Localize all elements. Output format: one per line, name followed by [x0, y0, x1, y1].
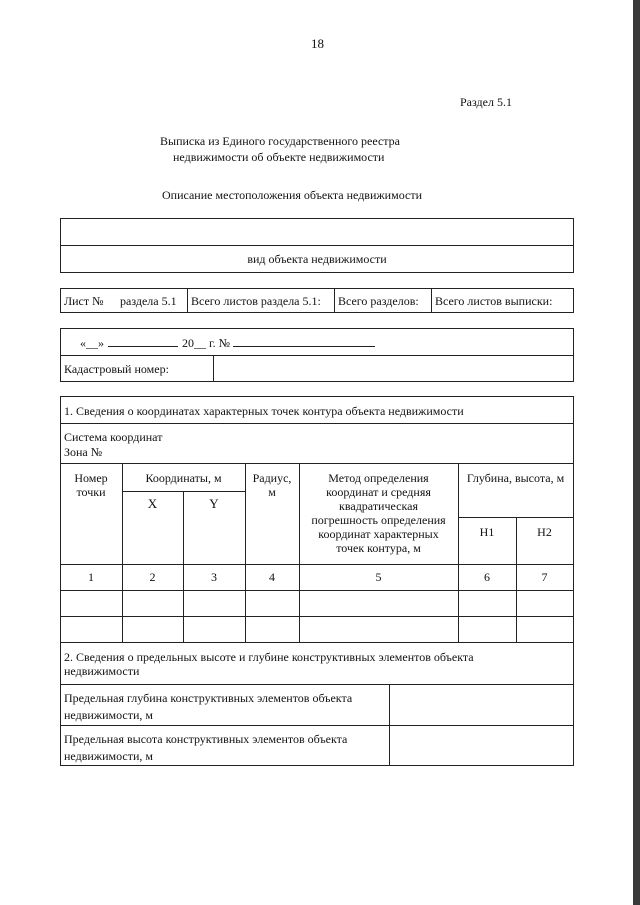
- year-prefix: 20: [182, 336, 194, 350]
- col-y-header: Y: [209, 496, 219, 511]
- section2-heading: 2. Сведения о предельных высоте и глубине конструктивных элементов объекта недвижимости: [64, 650, 474, 678]
- table-row: [61, 617, 573, 641]
- quote-open: «: [80, 336, 86, 350]
- col-x-header: X: [147, 496, 158, 511]
- sheet-of-section-label: раздела 5.1: [120, 294, 177, 308]
- col-h1-header: H1: [479, 525, 495, 539]
- col-number-7: 7: [541, 570, 548, 584]
- col-number-1: 1: [88, 570, 94, 584]
- quote-close: »: [98, 336, 104, 350]
- col-number-4: 4: [269, 570, 275, 584]
- document-subtitle: Описание местоположения объекта недвижимости: [162, 188, 422, 202]
- section1-heading: 1. Сведения о координатах характерных точек контура объекта недвижимости: [64, 404, 464, 418]
- total-sections-label: Всего разделов:: [338, 294, 419, 308]
- col-method-header: Метод определения координат и средняя квадратическая погрешность определения координат характерных точек контура, м: [311, 471, 446, 555]
- max-depth-label: Предельная глубина конструктивных элементов объекта недвижимости, м: [64, 691, 353, 722]
- page-number: 18: [311, 36, 324, 51]
- col-number-6: 6: [484, 570, 490, 584]
- date-line: [80, 336, 375, 350]
- coordinate-system-label: Система координат: [64, 430, 163, 444]
- col-radius-header: Радиус, м: [252, 471, 292, 499]
- scan-page-edge: [633, 0, 640, 905]
- total-section-sheets-label: Всего листов раздела 5.1:: [191, 294, 321, 308]
- col-coordinates-header: Координаты, м: [145, 471, 222, 485]
- col-depth-height-header: Глубина, высота, м: [466, 471, 565, 485]
- document-title-line1: Выписка из Единого государственного реестра: [160, 134, 400, 148]
- col-point-number-header: Номер точки: [74, 471, 108, 499]
- col-h2-header: H2: [537, 525, 552, 539]
- col-number-5: 5: [375, 570, 382, 584]
- total-extract-sheets-label: Всего листов выписки:: [435, 294, 553, 308]
- max-height-label: Предельная высота конструктивных элементов объекта недвижимости, м: [64, 732, 348, 763]
- col-number-2: 2: [149, 570, 156, 584]
- col-number-3: 3: [211, 570, 217, 584]
- day-blank: __: [86, 336, 98, 350]
- object-type-label: вид объекта недвижимости: [247, 252, 387, 266]
- table-row: [61, 591, 573, 615]
- cadastral-number-label: Кадастровый номер:: [64, 362, 169, 376]
- year-suffix: __ г. №: [194, 336, 231, 350]
- zone-label: Зона №: [64, 445, 103, 459]
- sheet-number-label: Лист №: [64, 294, 104, 308]
- section-label: Раздел 5.1: [460, 95, 512, 109]
- document-title-line2: недвижимости об объекте недвижимости: [173, 150, 385, 164]
